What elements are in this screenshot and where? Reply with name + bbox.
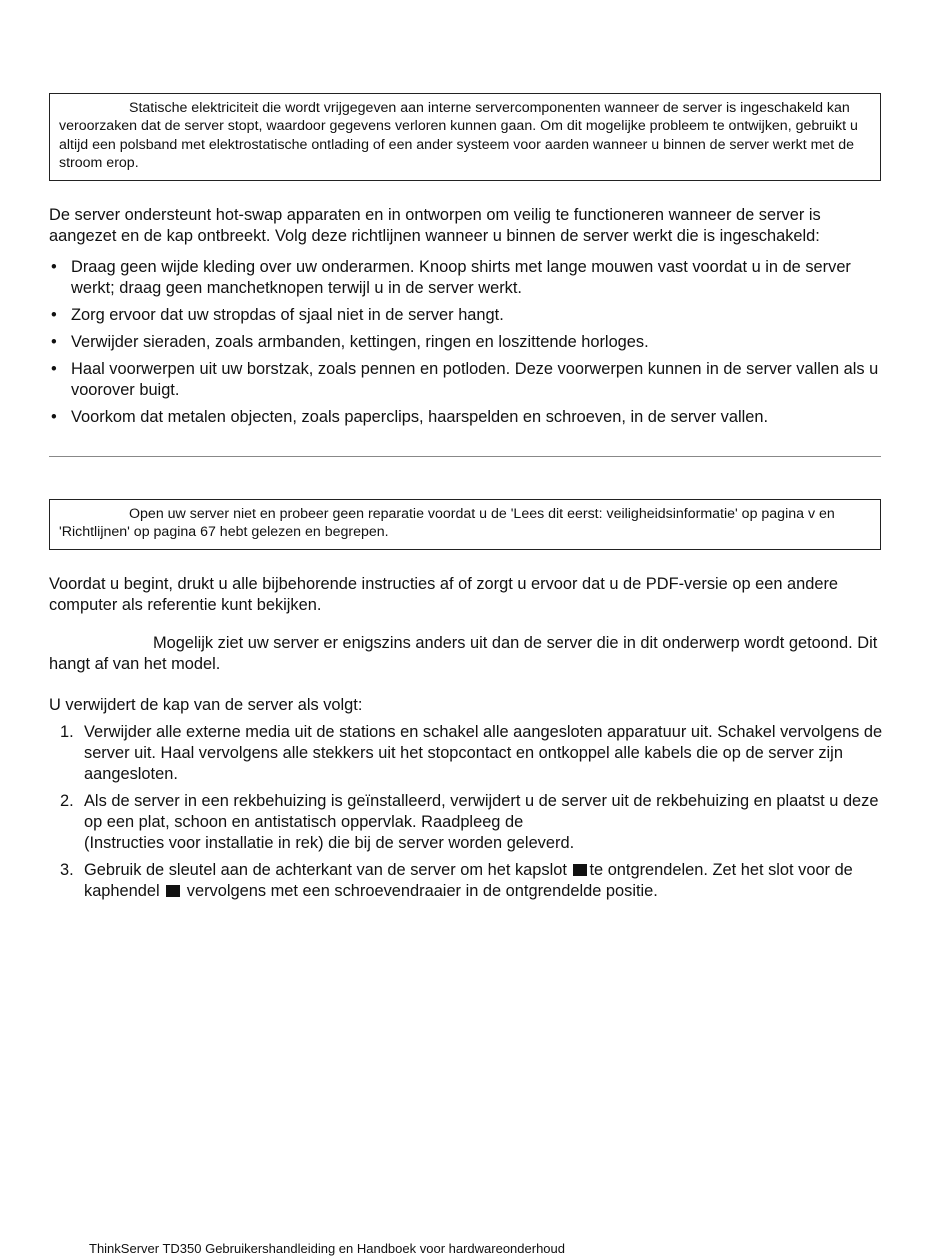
guidelines-list bbox=[49, 257, 884, 434]
list-item: • Draag geen wijde kleding over uw onderarmen. Knoop shirts met lange mouwen vast voordat u in de server werkt; draag geen manchetknopen terwijl u in de server werkt. bbox=[51, 258, 851, 297]
bullet-icon: • bbox=[51, 306, 57, 324]
page-footer: ThinkServer TD350 Gebruikershandleiding en Handboek voor hardwareonderhoud bbox=[89, 1241, 565, 1256]
attention-notice-read-first bbox=[49, 499, 881, 550]
steps-intro: U verwijdert de kap van de server als volgt: bbox=[49, 696, 363, 714]
attention-notice-esd bbox=[49, 93, 881, 181]
bullet-icon: • bbox=[51, 258, 57, 276]
attention-text: Statische elektriciteit die wordt vrijgegeven aan interne servercomponenten wanneer de server is ingeschakeld kan veroorzaken dat de server stopt, waardoor gegevens verloren kunnen gaan. Om dit mogelijke probleem te ontwijken, gebruikt u altijd een polsband met elektrostatische ontlading of een ander systeem voor aarden wanneer u binnen de server werkt met de stroom erop. bbox=[59, 100, 858, 172]
callout-marker-icon bbox=[166, 885, 180, 897]
bullet-icon: • bbox=[51, 360, 57, 378]
list-item: • Voorkom dat metalen objecten, zoals paperclips, haarspelden en schroeven, in de server vallen. bbox=[51, 408, 769, 426]
procedure-steps bbox=[49, 722, 884, 908]
step-item: 1. Verwijder alle externe media uit de stations en schakel alle aangesloten apparatuur uit. Schakel vervolgens de server uit. Haal vervolgens alle stekkers uit het stopcontact en ontkoppel alle kabels die op de server zijn aangesloten. bbox=[60, 723, 883, 783]
step-item: 3. Gebruik de sleutel aan de achterkant van de server om het kapslot te ontgrendelen. Zet het slot voor de kaphendel vervolgens met een schroevendraaier in de ontgrendelde positie. bbox=[60, 861, 853, 900]
list-item: • Zorg ervoor dat uw stropdas of sjaal niet in de server hangt. bbox=[51, 306, 504, 324]
list-item: • Verwijder sieraden, zoals armbanden, kettingen, ringen en loszittende horloges. bbox=[51, 333, 649, 351]
note-text: Mogelijk ziet uw server er enigszins anders uit dan de server die in dit onderwerp wordt getoond. Dit hangt af van het model. bbox=[49, 634, 878, 673]
intro-paragraph: De server ondersteunt hot-swap apparaten en in ontworpen om veilig te functioneren wanneer de server is aangezet en de kap ontbreekt. Volg deze richtlijnen wanneer u binnen de server werkt die is ingeschakeld: bbox=[49, 206, 821, 245]
callout-marker-icon bbox=[573, 864, 587, 876]
list-item: • Haal voorwerpen uit uw borstzak, zoals pennen en potloden. Deze voorwerpen kunnen in de server vallen als u voorover buigt. bbox=[51, 360, 879, 399]
bullet-icon: • bbox=[51, 333, 57, 351]
section-divider bbox=[49, 456, 881, 457]
step-item: 2. Als de server in een rekbehuizing is geïnstalleerd, verwijdert u de server uit de rekbehuizing en plaatst u deze op een plat, schoon en antistatisch oppervlak. Raadpleeg de (Instructies voor installatie in rek) die bij de server worden geleverd. bbox=[60, 792, 879, 852]
note-paragraph bbox=[49, 633, 884, 675]
bullet-icon: • bbox=[51, 408, 57, 426]
attention-text: Open uw server niet en probeer geen reparatie voordat u de 'Lees dit eerst: veiligheidsinformatie' op pagina v en 'Richtlijnen' op pagina 67 hebt gelezen en begrepen. bbox=[59, 506, 835, 541]
before-you-begin-paragraph: Voordat u begint, drukt u alle bijbehorende instructies af of zorgt u ervoor dat u de PDF-versie op een andere computer als referentie kunt bekijken. bbox=[49, 575, 839, 614]
